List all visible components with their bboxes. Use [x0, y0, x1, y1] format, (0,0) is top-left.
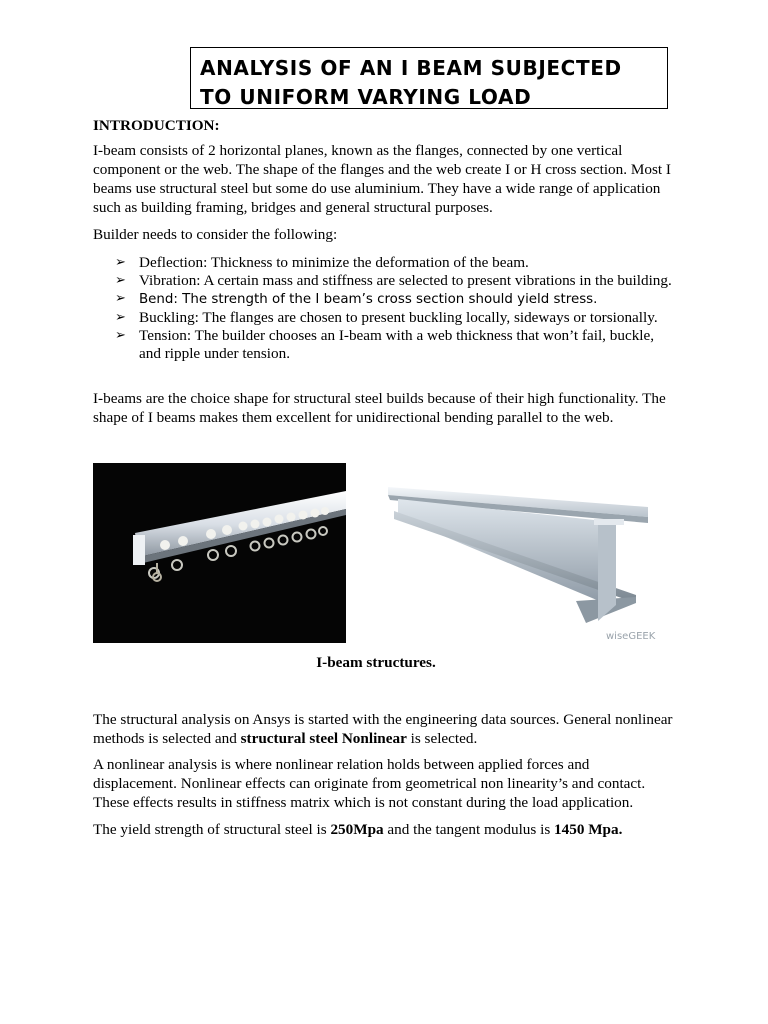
watermark-text: wiseGEEK	[606, 631, 656, 642]
introduction-heading: INTRODUCTION:	[93, 117, 220, 134]
ansys-paragraph: The structural analysis on Ansys is started with the engineering data sources. General nonlinear methods is selected and structural steel Nonlinear is selected.	[93, 711, 673, 747]
list-item: ➢ Bend: The strength of the I beam’s cross section should yield stress.	[115, 291, 598, 307]
figure-caption: I-beam structures.	[316, 654, 436, 671]
builder-intro: Builder needs to consider the following:	[93, 226, 338, 243]
title-line-1: ANALYSIS OF AN I BEAM SUBJECTED	[200, 56, 622, 80]
list-item: ➢ Deflection: Thickness to minimize the deformation of the beam.	[115, 254, 529, 271]
yield-paragraph: The yield strength of structural steel is 250Mpa and the tangent modulus is 1450 Mpa.	[93, 821, 623, 838]
arrow-bullet-icon: ➢	[115, 310, 126, 325]
arrow-bullet-icon: ➢	[115, 255, 126, 270]
intro-paragraph: I-beam consists of 2 horizontal planes, known as the flanges, connected by one vertical component or the web. The shape of the flanges and the web create I or H cross section. Most I beams use structural steel but some do use aluminium. They have a wide range of application such as building framing, bridges and general structural purposes.	[93, 142, 671, 216]
arrow-bullet-icon: ➢	[115, 273, 126, 288]
list-item: ➢ Tension: The builder chooses an I-beam with a web thickness that won’t fail, buckle, and ripple under tension.	[115, 327, 655, 362]
title-line-2: TO UNIFORM VARYING LOAD	[200, 85, 532, 109]
steel-i-beam-image	[376, 463, 666, 643]
curtain-track-photo	[93, 463, 346, 643]
list-item: ➢ Vibration: A certain mass and stiffness are selected to present vibrations in the building.	[115, 272, 672, 289]
considerations-list	[115, 254, 675, 363]
nonlinear-paragraph: A nonlinear analysis is where nonlinear relation holds between applied forces and displacement. Nonlinear effects can originate from geometrical non linearity’s and contact. These effects results in stiffness matrix which is not constant during the load application.	[93, 756, 646, 811]
arrow-bullet-icon: ➢	[115, 291, 126, 306]
shape-paragraph: I-beams are the choice shape for structural steel builds because of their high functionality. The shape of I beams makes them excellent for unidirectional bending parallel to the web.	[93, 390, 666, 426]
arrow-bullet-icon: ➢	[115, 328, 126, 343]
document-title-box	[190, 47, 668, 109]
list-item: ➢ Buckling: The flanges are chosen to present buckling locally, sideways or torsionally.	[115, 309, 658, 326]
